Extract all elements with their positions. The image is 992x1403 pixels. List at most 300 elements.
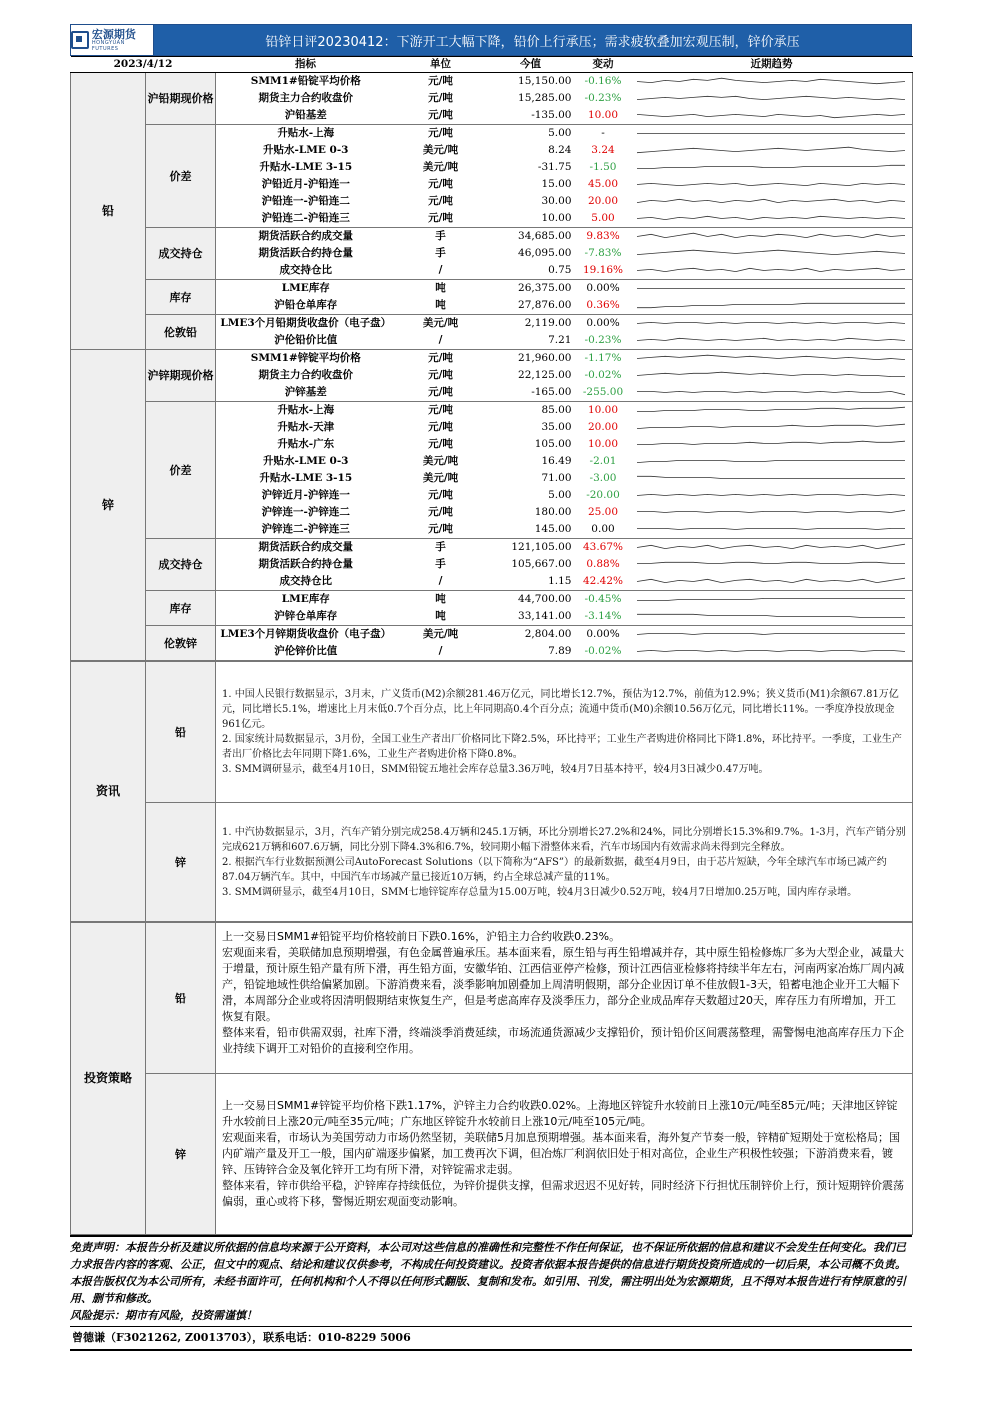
trend-line [637, 633, 905, 634]
news-lead-items [216, 681, 912, 783]
trend-sparkline [633, 74, 909, 89]
indicator-unit: 手 [435, 558, 446, 570]
change-value: -3.14% [576, 608, 631, 626]
indicator-unit: 元/吨 [428, 404, 453, 416]
indicator-unit: 美元/吨 [422, 472, 459, 484]
trend-cell [631, 142, 913, 159]
indicator-name: 沪锌连二-沪锌连三 [216, 521, 396, 539]
news-lead-label: 铅 [146, 662, 216, 803]
trend-sparkline [633, 263, 909, 278]
today-value: 180.00 [534, 506, 572, 518]
today-value: 2,804.00 [524, 628, 572, 640]
paragraph: 3. SMM调研显示，截至4月10日，SMM七地锌锭库存总量为15.00万吨，较4月3日减少0.52万吨，较4月7日增加0.25万吨，国内库存录增。 [222, 886, 858, 898]
report-date: 2023/4/12 [71, 57, 216, 73]
change-value: -0.45% [584, 593, 622, 605]
indicator-name: 成交持仓比 [216, 262, 396, 280]
change-value: -255.00 [576, 384, 631, 402]
change-value: 20.00 [587, 195, 619, 207]
trend-sparkline [633, 540, 909, 555]
trend-sparkline [633, 420, 909, 435]
trend-sparkline [633, 194, 909, 209]
trend-cell [631, 402, 913, 420]
trend-line [637, 614, 905, 617]
trend-sparkline [633, 333, 909, 348]
change-value: 10.00 [576, 107, 631, 125]
indicator-unit: 手 [435, 230, 446, 242]
trend-line [637, 578, 905, 582]
today-value: 26,375.00 [518, 282, 572, 294]
trend-sparkline [633, 522, 909, 537]
header-indicator: 指标 [216, 57, 396, 73]
trend-sparkline [633, 437, 909, 452]
today-value: 27,876.00 [486, 297, 576, 315]
trend-cell [631, 367, 913, 384]
indicator-unit: 元/吨 [428, 92, 453, 104]
header-trend: 近期趋势 [631, 57, 913, 73]
trend-cell [631, 573, 913, 591]
paragraph: 2. 国家统计局数据显示，3月份，全国工业生产者出厂价格同比下降2.5%，环比持平；工业生产者购进价格同比下降1.8%，环比持平。一季度，工业生产者出厂价格比去年同期下降1.6%，工业生产者购进价格下降0.8%。 [222, 734, 902, 760]
trend-line [637, 372, 905, 376]
indicator-name: LME库存 [281, 282, 330, 294]
strategy-zinc-label: 锌 [146, 1074, 216, 1235]
indicator-name: 升贴水-LME 0-3 [263, 455, 349, 467]
trend-cell [631, 470, 913, 487]
trend-sparkline [633, 316, 909, 331]
indicator-unit: 元/吨 [428, 352, 453, 364]
today-value: 0.75 [486, 262, 576, 280]
trend-line [637, 407, 905, 411]
indicator-name: 沪锌基差 [216, 384, 396, 402]
news-table [70, 661, 913, 922]
lead-category: 铅 [71, 73, 146, 350]
change-value: 25.00 [587, 506, 619, 518]
indicator-name: LME3个月铅期货收盘价（电子盘） [220, 317, 392, 329]
news-category: 资讯 [71, 662, 146, 922]
trend-cell [631, 193, 913, 210]
paragraph: 整体来看，锌市供给平稳，沪锌库存持续低位，为锌价提供支撑，但需求迟迟不见好转，同时经济下行担忧压制锌价上行，预计短期锌价震荡偏弱，重心或将下移，警惕近期宏观面变动影响。 [222, 1179, 904, 1208]
paragraph: 宏观面来看，美联储加息预期增强，有色金属普遍承压。基本面来看，原生铅与再生铅增减并存，其中原生铅检修炼厂多为大型企业，减量大于增量，预计原生铅产量有所下滑，再生铅方面，安徽华铂、江西信亚停产检修，预计江西信亚检修将持续半年左右，河南两家冶炼厂周内减产，铅锭地域性供给偏紧加剧。下游消费来看，淡季影响加剧叠加上周清明假期，部分企业因订单不佳放假1-3天，铅蓄电池企业开工大幅下滑，本周部分企业或将因清明假期结束恢复生产，但是考虑高库存及淡季压力，部分企业成品库存天数超过20天，库存压力有所增加，开工恢复有限。 [222, 946, 904, 1023]
indicator-name: 期货活跃合约成交量 [258, 230, 353, 242]
trend-sparkline [633, 177, 909, 192]
change-value: 42.42% [576, 573, 631, 591]
today-value: 30.00 [541, 195, 572, 207]
logo-text: 宏源期货 [91, 27, 136, 41]
trend-sparkline [633, 627, 909, 642]
indicator-unit: 元/吨 [428, 178, 453, 190]
trend-cell [631, 487, 913, 504]
change-value: 45.00 [587, 178, 619, 190]
news-zinc-content [216, 803, 913, 922]
table-row [71, 591, 913, 609]
indicator-unit: 元/吨 [428, 506, 453, 518]
indicator-unit: 元/吨 [396, 521, 486, 539]
trend-line [637, 391, 905, 394]
trend-line [637, 476, 905, 478]
today-value: 10.00 [486, 210, 576, 228]
trend-sparkline [633, 557, 909, 572]
trend-line [637, 544, 905, 548]
group-label: 沪锌期现价格 [146, 350, 216, 402]
trend-cell [631, 521, 913, 539]
today-value: 145.00 [486, 521, 576, 539]
trend-sparkline [633, 368, 909, 383]
header-unit: 单位 [396, 57, 486, 73]
trend-line [637, 562, 905, 563]
change-value: 10.00 [587, 438, 619, 450]
indicator-unit: 元/吨 [428, 438, 453, 450]
trend-cell [631, 643, 913, 661]
today-value: 34,685.00 [518, 230, 572, 242]
change-value: 19.16% [576, 262, 631, 280]
indicator-name: 成交持仓比 [216, 573, 396, 591]
trend-line [637, 183, 905, 185]
indicator-name: 期货活跃合约成交量 [258, 541, 353, 553]
table-row [71, 402, 913, 420]
trend-sparkline [633, 108, 909, 123]
trend-sparkline [633, 91, 909, 106]
trend-cell [631, 228, 913, 246]
today-value: 35.00 [541, 421, 572, 433]
trend-cell [631, 73, 913, 91]
indicator-name: 升贴水-上海 [277, 404, 335, 416]
indicator-unit: / [396, 573, 486, 591]
trend-sparkline [633, 454, 909, 469]
change-value: - [601, 127, 605, 139]
trend-sparkline [633, 471, 909, 486]
indicator-name: 期货活跃合约持仓量 [258, 558, 353, 570]
today-value: 5.00 [548, 489, 572, 501]
trend-sparkline [633, 281, 909, 296]
news-zinc-row [71, 803, 913, 922]
trend-line [637, 114, 905, 117]
trend-line [637, 268, 905, 271]
group-label: 伦敦锌 [146, 626, 216, 661]
change-value: 10.00 [587, 404, 619, 416]
indicator-name: 期货主力合约收盘价 [258, 369, 353, 381]
strategy-table [70, 922, 913, 1235]
strategy-lead-paragraphs [216, 923, 912, 1063]
lead-section [71, 73, 913, 350]
indicator-unit: 吨 [396, 608, 486, 626]
today-value: 2,119.00 [524, 317, 572, 329]
trend-cell [631, 280, 913, 298]
indicator-name: LME3个月锌期货收盘价（电子盘） [220, 628, 392, 640]
trend-cell [631, 315, 913, 333]
change-value: 0.00% [586, 628, 620, 640]
trend-line [637, 460, 905, 462]
indicator-unit: 元/吨 [428, 75, 453, 87]
trend-cell [631, 107, 913, 125]
indicator-unit: 美元/吨 [422, 317, 459, 329]
paragraph: 2. 根据汽车行业数据预测公司AutoForecast Solutions（以下简称为“AFS”）的最新数据，截至4月9日，由于芯片短缺，今年全球汽车市场已减产约87.04万辆汽车。其中，中国汽车市场减产量已接近10万辆，约占全球总减产量的11%。 [222, 856, 887, 883]
trend-cell [631, 436, 913, 453]
strategy-zinc-content [216, 1074, 913, 1235]
trend-line [637, 510, 905, 512]
logo-subtext: HONGYUAN FUTURES [91, 39, 125, 52]
today-value: 16.49 [541, 455, 572, 467]
strategy-category: 投资策略 [71, 923, 146, 1235]
indicator-unit: 元/吨 [428, 421, 453, 433]
risk-warning: 风险提示：期市有风险，投资需谨慎！ [70, 1309, 257, 1322]
indicator-unit: 美元/吨 [422, 161, 459, 173]
indicator-name: 沪锌连一-沪锌连二 [261, 506, 350, 518]
indicator-name: 沪铅连二-沪铅连三 [216, 210, 396, 228]
trend-cell [631, 384, 913, 402]
trend-cell [631, 262, 913, 280]
today-value: -165.00 [486, 384, 576, 402]
trend-line [637, 78, 905, 84]
indicator-name: 期货活跃合约持仓量 [258, 247, 353, 259]
paragraph: 整体来看，铅市供需双弱，社库下滑，终端淡季消费延续，市场流通货源减少支撑铅价，预计铅价区间震荡整理，需警惕电池高库存压力下企业持续下调开工对铅价的直接利空作用。 [222, 1026, 904, 1055]
indicator-unit: 元/吨 [428, 369, 453, 381]
strategy-lead-label: 铅 [146, 923, 216, 1074]
trend-line [637, 165, 905, 168]
indicator-name: 沪铅连一-沪铅连二 [261, 195, 350, 207]
trend-cell [631, 626, 913, 644]
group-label: 库存 [146, 591, 216, 626]
trend-line [637, 650, 905, 651]
table-header-row [71, 57, 913, 73]
report-header [70, 24, 912, 56]
indicator-unit: 手 [435, 247, 446, 259]
trend-cell [631, 419, 913, 436]
indicator-unit: 美元/吨 [422, 144, 459, 156]
trend-cell [631, 176, 913, 193]
trend-line [637, 494, 905, 495]
change-value: -2.01 [589, 455, 617, 467]
trend-sparkline [633, 488, 909, 503]
trend-sparkline [633, 505, 909, 520]
indicator-name: 沪锌仓单库存 [216, 608, 396, 626]
today-value: 21,960.00 [518, 352, 572, 364]
indicator-name: 沪伦铅价比值 [216, 332, 396, 350]
today-value: 105.00 [534, 438, 572, 450]
group-label: 成交持仓 [146, 228, 216, 280]
disclaimer-text: 免责声明：本报告分析及建议所依据的信息均来源于公开资料，本公司对这些信息的准确性和完整性不作任何保证，也不保证所依据的信息和建议不会发生任何变化。我们已力求报告内容的客观、公正，但文中的观点、结论和建议仅供参考，不构成任何投资建议。投资者依据本报告提供的信息进行期货投资所造成的一切后果，本公司概不负责。本报告版权仅为本公司所有，未经书面许可，任何机构和个人不得以任何形式翻版、复制和发布。如引用、刊发，需注明出处为宏源期货，且不得对本报告进行有悖原意的引用、删节和修改。 [70, 1241, 906, 1305]
today-value: 15,285.00 [518, 92, 572, 104]
market-data-table [70, 56, 913, 661]
trend-line [637, 199, 905, 202]
trend-sparkline [633, 351, 909, 366]
trend-sparkline [633, 385, 909, 400]
indicator-name: SMM1#锌锭平均价格 [250, 352, 361, 364]
paragraph: 3. SMM调研显示，截至4月10日，SMM铅锭五地社会库存总量3.36万吨，较4月7日基本持平，较4月3日减少0.47万吨。 [222, 764, 769, 775]
news-lead-content [216, 662, 913, 803]
group-label: 库存 [146, 280, 216, 315]
trend-sparkline [633, 403, 909, 418]
change-value: 0.00 [576, 521, 631, 539]
today-value: 1.15 [486, 573, 576, 591]
trend-cell [631, 608, 913, 626]
today-value: 105,667.00 [511, 558, 572, 570]
news-lead-row [71, 662, 913, 803]
table-row [71, 626, 913, 644]
indicator-unit: 手 [435, 541, 446, 553]
group-label: 价差 [146, 402, 216, 539]
trend-sparkline [633, 574, 909, 589]
today-value: 7.89 [486, 643, 576, 661]
paragraph: 上一交易日SMM1#铅锭平均价格较前日下跌0.16%，沪铅主力合约收跌0.23%。 [222, 930, 621, 943]
indicator-unit: 元/吨 [396, 107, 486, 125]
change-value: 3.24 [591, 144, 615, 156]
change-value: 0.36% [576, 297, 631, 315]
zinc-section [71, 350, 913, 661]
trend-line [637, 528, 905, 529]
trend-cell [631, 453, 913, 470]
trend-sparkline [633, 592, 909, 607]
table-row [71, 125, 913, 143]
change-value: 0.00% [586, 317, 620, 329]
change-value: -0.02% [584, 369, 622, 381]
today-value: 22,125.00 [518, 369, 572, 381]
trend-sparkline [633, 246, 909, 261]
news-zinc-items [216, 819, 912, 906]
trend-sparkline [633, 229, 909, 244]
indicator-unit: 元/吨 [428, 195, 453, 207]
change-value: -20.00 [586, 489, 620, 501]
trend-line [637, 147, 905, 153]
trend-line [637, 250, 905, 254]
change-value: -1.17% [584, 352, 622, 364]
company-logo [71, 25, 154, 55]
today-value: 7.21 [486, 332, 576, 350]
news-zinc-label: 锌 [146, 803, 216, 922]
trend-cell [631, 159, 913, 176]
disclaimer-block [70, 1235, 912, 1326]
indicator-unit: 吨 [396, 297, 486, 315]
trend-cell [631, 591, 913, 609]
today-value: 46,095.00 [518, 247, 572, 259]
indicator-unit: 美元/吨 [422, 455, 459, 467]
indicator-name: 沪伦锌价比值 [216, 643, 396, 661]
indicator-unit: 元/吨 [396, 210, 486, 228]
indicator-unit: 美元/吨 [422, 628, 459, 640]
paragraph: 1. 中国人民银行数据显示，3月末，广义货币(M2)余额281.46万亿元，同比增长12.7%，预估为12.7%，前值为12.9%；狭义货币(M1)余额67.81万亿元，同比增长5.1%，增速比上月末低0.7个百分点，比上年同期高0.4个百分点；流通中货币(M0)余额10.56万亿元，同比增长11%。一季度净投放现金961亿元。 [222, 689, 899, 730]
trend-line [637, 303, 905, 307]
change-value: -7.83% [584, 247, 622, 259]
header-today: 今值 [486, 57, 576, 73]
indicator-name: 沪锌近月-沪锌连一 [261, 489, 350, 501]
report-title: 铅锌日评20230412：下游开工大幅下降，铅价上行承压；需求疲软叠加宏观压制，锌价承压 [154, 25, 911, 55]
trend-cell [631, 297, 913, 315]
trend-sparkline [633, 644, 909, 659]
paragraph: 1. 中汽协数据显示，3月，汽车产销分别完成258.4万辆和245.1万辆，环比分别增长27.2%和24%，同比分别增长15.3%和9.7%。1-3月，汽车产销分别完成621万辆和607.6万辆，同比分别下降4.3%和6.7%，较同期小幅下滑整体来看，汽车市场国内有效需求尚未得到完全释放。 [222, 826, 906, 853]
change-value: 43.67% [582, 541, 624, 553]
logo-mark-icon [71, 31, 89, 49]
strategy-zinc-row [71, 1074, 913, 1235]
trend-line [637, 338, 905, 340]
today-value: 44,700.00 [518, 593, 572, 605]
change-value: 0.00% [586, 282, 620, 294]
today-value: 15.00 [541, 178, 572, 190]
today-value: 121,105.00 [511, 541, 572, 553]
strategy-zinc-paragraphs [216, 1092, 912, 1216]
zinc-category: 锌 [71, 350, 146, 661]
today-value: 5.00 [548, 127, 572, 139]
trend-line [637, 355, 905, 359]
today-value: -31.75 [537, 161, 572, 173]
trend-line [637, 96, 905, 99]
indicator-unit: 元/吨 [428, 489, 453, 501]
change-value: -0.23% [576, 332, 631, 350]
today-value: -135.00 [486, 107, 576, 125]
table-row [71, 539, 913, 557]
trend-line [637, 216, 905, 219]
table-row [71, 280, 913, 298]
indicator-name: 升贴水-天津 [277, 421, 335, 433]
trend-cell [631, 539, 913, 557]
indicator-unit: 元/吨 [428, 127, 453, 139]
trend-sparkline [633, 211, 909, 226]
indicator-unit: / [396, 332, 486, 350]
trend-cell [631, 210, 913, 228]
change-value: -0.02% [576, 643, 631, 661]
today-value: 71.00 [541, 472, 572, 484]
trend-sparkline [633, 298, 909, 313]
trend-cell [631, 332, 913, 350]
trend-line [637, 322, 905, 323]
trend-cell [631, 504, 913, 521]
strategy-lead-content [216, 923, 913, 1074]
today-value: 15,150.00 [518, 75, 572, 87]
indicator-unit: 吨 [435, 282, 446, 294]
header-change: 变动 [576, 57, 631, 73]
indicator-unit: / [396, 643, 486, 661]
trend-cell [631, 556, 913, 573]
trend-line [637, 424, 905, 428]
indicator-name: LME库存 [281, 593, 330, 605]
trend-line [637, 598, 905, 600]
trend-cell [631, 90, 913, 107]
group-label: 沪铅期现价格 [146, 73, 216, 125]
indicator-unit: 吨 [435, 593, 446, 605]
change-value: 20.00 [587, 421, 619, 433]
analyst-footer: 曾德谦（F3021262, Z0013703），联系电话：010-8229 5006 [70, 1326, 912, 1351]
group-label: 价差 [146, 125, 216, 228]
trend-cell [631, 245, 913, 262]
paragraph: 上一交易日SMM1#锌锭平均价格下跌1.17%，沪锌主力合约收跌0.02%。上海地区锌锭升水较前日上涨10元/吨至85元/吨；天津地区锌锭升水较前日上涨20元/吨至35元/吨；广东地区锌锭升水较前日上涨10元/吨至105元/吨。 [222, 1099, 898, 1128]
indicator-name: 升贴水-广东 [277, 438, 335, 450]
indicator-name: 升贴水-上海 [277, 127, 335, 139]
indicator-name: 沪铅近月-沪铅连一 [261, 178, 350, 190]
indicator-name: 升贴水-LME 3-15 [259, 472, 353, 484]
group-label: 成交持仓 [146, 539, 216, 591]
change-value: -0.16% [584, 75, 622, 87]
trend-line [637, 233, 905, 237]
today-value: 8.24 [548, 144, 572, 156]
trend-cell [631, 125, 913, 143]
today-value: 85.00 [541, 404, 572, 416]
group-label: 伦敦铅 [146, 315, 216, 350]
trend-cell [631, 350, 913, 368]
change-value: 5.00 [576, 210, 631, 228]
change-value: -1.50 [589, 161, 617, 173]
table-row [71, 228, 913, 246]
change-value: 0.88% [586, 558, 620, 570]
trend-line [637, 441, 905, 444]
table-row [71, 73, 913, 91]
change-value: -0.23% [584, 92, 622, 104]
strategy-lead-row [71, 923, 913, 1074]
trend-sparkline [633, 143, 909, 158]
indicator-name: 沪铅仓单库存 [216, 297, 396, 315]
trend-sparkline [633, 126, 909, 141]
indicator-name: 期货主力合约收盘价 [258, 92, 353, 104]
table-row [71, 315, 913, 333]
indicator-name: 沪铅基差 [216, 107, 396, 125]
trend-sparkline [633, 160, 909, 175]
indicator-unit: 元/吨 [396, 384, 486, 402]
